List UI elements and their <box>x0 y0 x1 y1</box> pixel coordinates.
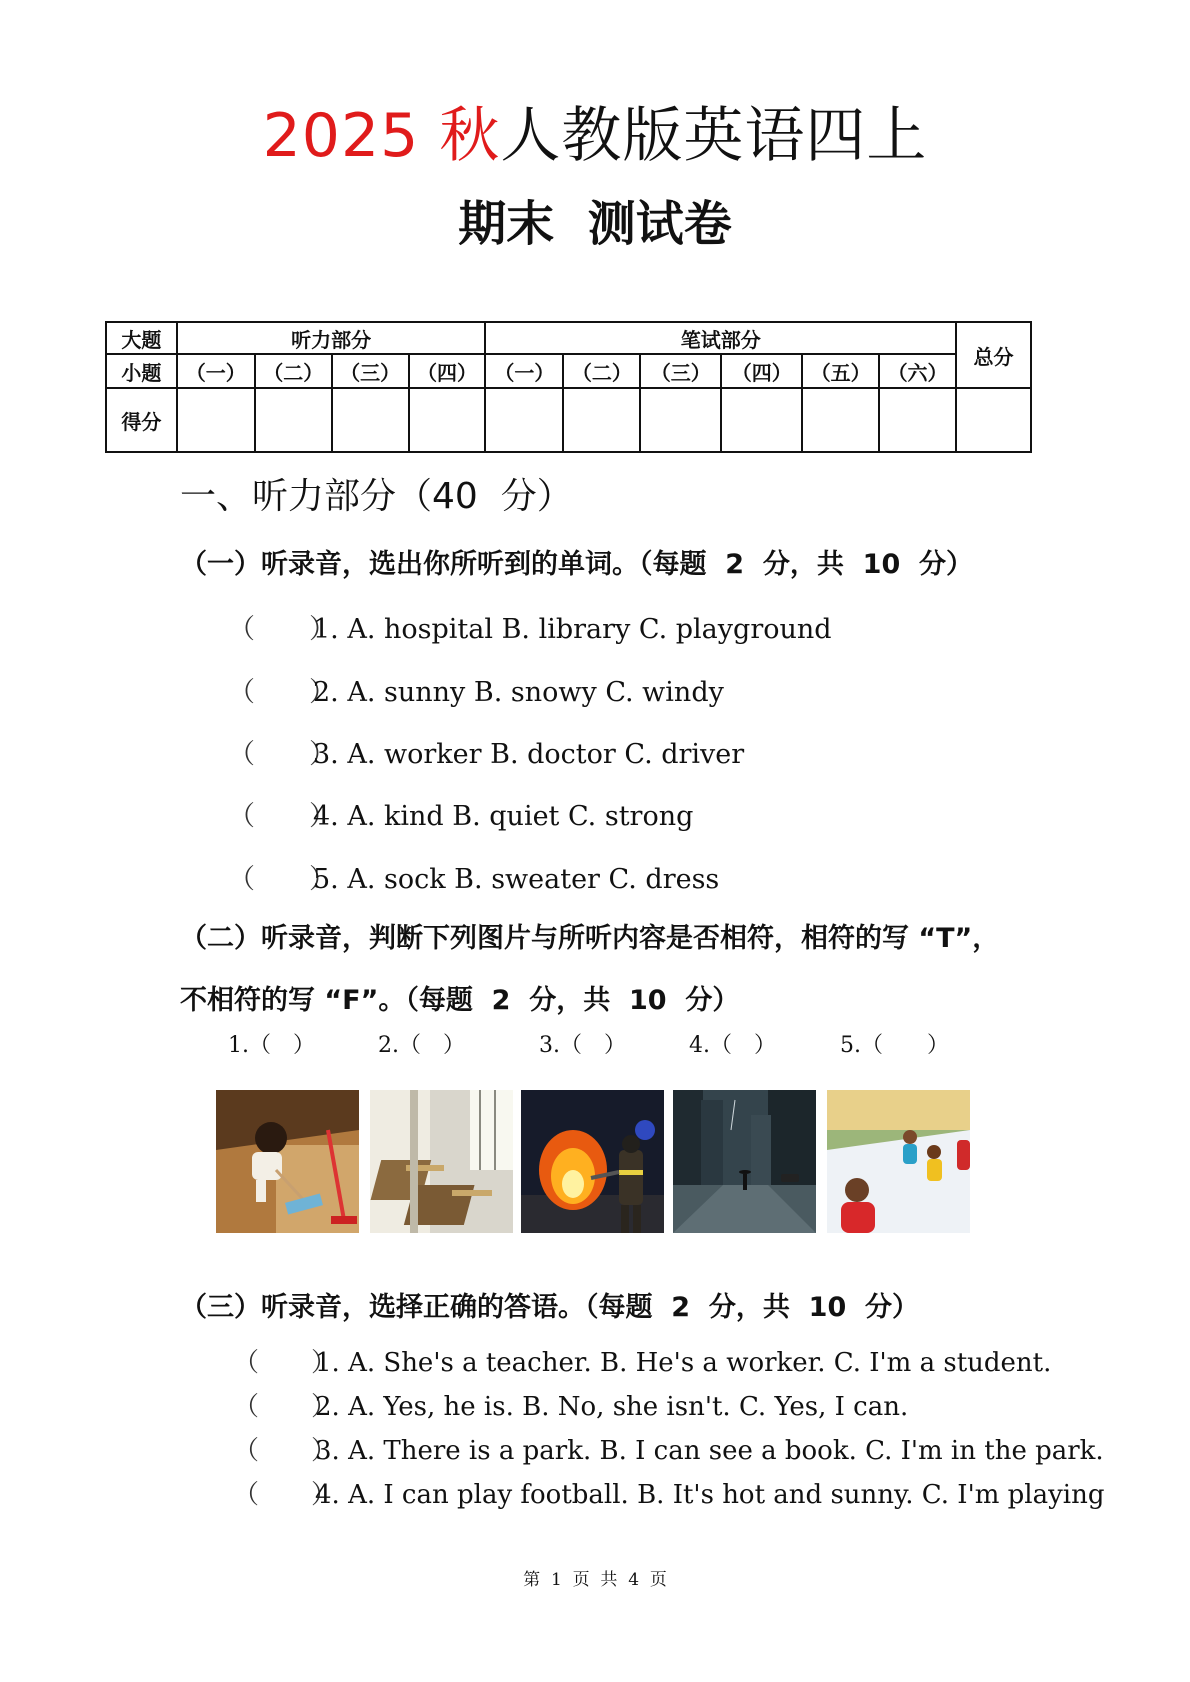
picture-child-cleaning <box>216 1090 359 1233</box>
title-year: 2025 秋 <box>262 101 501 171</box>
header-xiaoti: 小题 <box>106 354 177 388</box>
page-footer: 第 1 页 共 4 页 <box>523 1570 667 1590</box>
title-main: 人教版英语四上 <box>500 101 928 171</box>
question-text: 1. A. hospital B. library C. playground <box>313 614 832 645</box>
writing-col-3: （三） <box>640 354 721 388</box>
writing-col-5: （五） <box>802 354 879 388</box>
score-cell-total[interactable] <box>956 388 1031 452</box>
score-cell[interactable] <box>640 388 721 452</box>
score-table <box>105 321 1032 453</box>
part3-question <box>233 1430 1104 1467</box>
picture-answer-5[interactable]: 5.（ ） <box>840 1033 949 1058</box>
question-text: 3. A. There is a park. B. I can see a book. C. I'm in the park. <box>315 1436 1104 1466</box>
part3-heading: （三）听录音，选择正确的答语。（每题 2 分，共 10 分） <box>180 1292 920 1323</box>
answer-blank[interactable]: （ ） <box>228 677 336 708</box>
exam-subtitle: 期末 测试卷 <box>458 196 732 252</box>
part1-question <box>228 607 832 646</box>
part3-question <box>233 1342 1051 1379</box>
header-score: 得分 <box>106 388 177 452</box>
score-cell[interactable] <box>879 388 956 452</box>
picture-answer-2[interactable]: 2.（ ） <box>378 1033 465 1058</box>
part1-question <box>228 794 693 833</box>
part1-question <box>228 670 724 709</box>
header-dati: 大题 <box>106 322 177 354</box>
picture-answer-1[interactable]: 1.（ ） <box>228 1033 315 1058</box>
writing-col-2: （二） <box>563 354 640 388</box>
score-cell[interactable] <box>721 388 802 452</box>
section-listening-title: 一、听力部分（40 分） <box>180 476 573 517</box>
header-listening: 听力部分 <box>177 322 486 354</box>
header-total: 总分 <box>956 322 1031 388</box>
picture-rainy-street <box>673 1090 816 1233</box>
score-cell[interactable] <box>485 388 563 452</box>
answer-blank[interactable]: （ ） <box>228 739 336 770</box>
picture-answer-4[interactable]: 4.（ ） <box>689 1033 776 1058</box>
score-cell[interactable] <box>563 388 640 452</box>
answer-blank[interactable]: （ ） <box>228 864 336 895</box>
part2-heading-line2: 不相符的写 “F”。（每题 2 分，共 10 分） <box>180 985 740 1016</box>
answer-blank[interactable]: （ ） <box>228 614 336 645</box>
question-text: 5. A. sock B. sweater C. dress <box>313 864 720 895</box>
score-cell[interactable] <box>332 388 409 452</box>
part2-heading-line1: （二）听录音，判断下列图片与所听内容是否相符，相符的写 “T”， <box>180 923 1000 954</box>
answer-blank[interactable]: （ ） <box>233 1348 338 1378</box>
picture-answer-3[interactable]: 3.（ ） <box>539 1033 626 1058</box>
part1-question <box>228 857 719 896</box>
header-writing: 笔试部分 <box>485 322 956 354</box>
picture-firefighter <box>521 1090 664 1233</box>
listening-col-3: （三） <box>332 354 409 388</box>
listening-col-4: （四） <box>409 354 486 388</box>
score-cell[interactable] <box>177 388 255 452</box>
listening-col-1: （一） <box>177 354 255 388</box>
writing-col-1: （一） <box>485 354 563 388</box>
part1-heading: （一）听录音，选出你所听到的单词。（每题 2 分，共 10 分） <box>180 549 974 580</box>
answer-blank[interactable]: （ ） <box>233 1436 338 1466</box>
question-text: 1. A. She's a teacher. B. He's a worker. C. I'm a student. <box>315 1348 1052 1378</box>
part3-question <box>233 1474 1104 1511</box>
picture-library <box>370 1090 513 1233</box>
answer-blank[interactable]: （ ） <box>228 801 336 832</box>
part3-question <box>233 1386 908 1423</box>
question-text: 2. A. sunny B. snowy C. windy <box>313 677 724 708</box>
part1-question <box>228 732 744 771</box>
exam-title <box>0 88 1190 174</box>
score-cell[interactable] <box>255 388 332 452</box>
score-cell[interactable] <box>802 388 879 452</box>
picture-kids-snow <box>827 1090 970 1233</box>
listening-col-2: （二） <box>255 354 332 388</box>
score-cell[interactable] <box>409 388 486 452</box>
question-text: 4. A. I can play football. B. It's hot and sunny. C. I'm playing <box>315 1480 1105 1510</box>
question-text: 2. A. Yes, he is. B. No, she isn't. C. Yes, I can. <box>315 1392 909 1422</box>
writing-col-4: （四） <box>721 354 802 388</box>
question-text: 4. A. kind B. quiet C. strong <box>313 801 694 832</box>
answer-blank[interactable]: （ ） <box>233 1480 338 1510</box>
answer-blank[interactable]: （ ） <box>233 1392 338 1422</box>
question-text: 3. A. worker B. doctor C. driver <box>313 739 745 770</box>
writing-col-6: （六） <box>879 354 956 388</box>
